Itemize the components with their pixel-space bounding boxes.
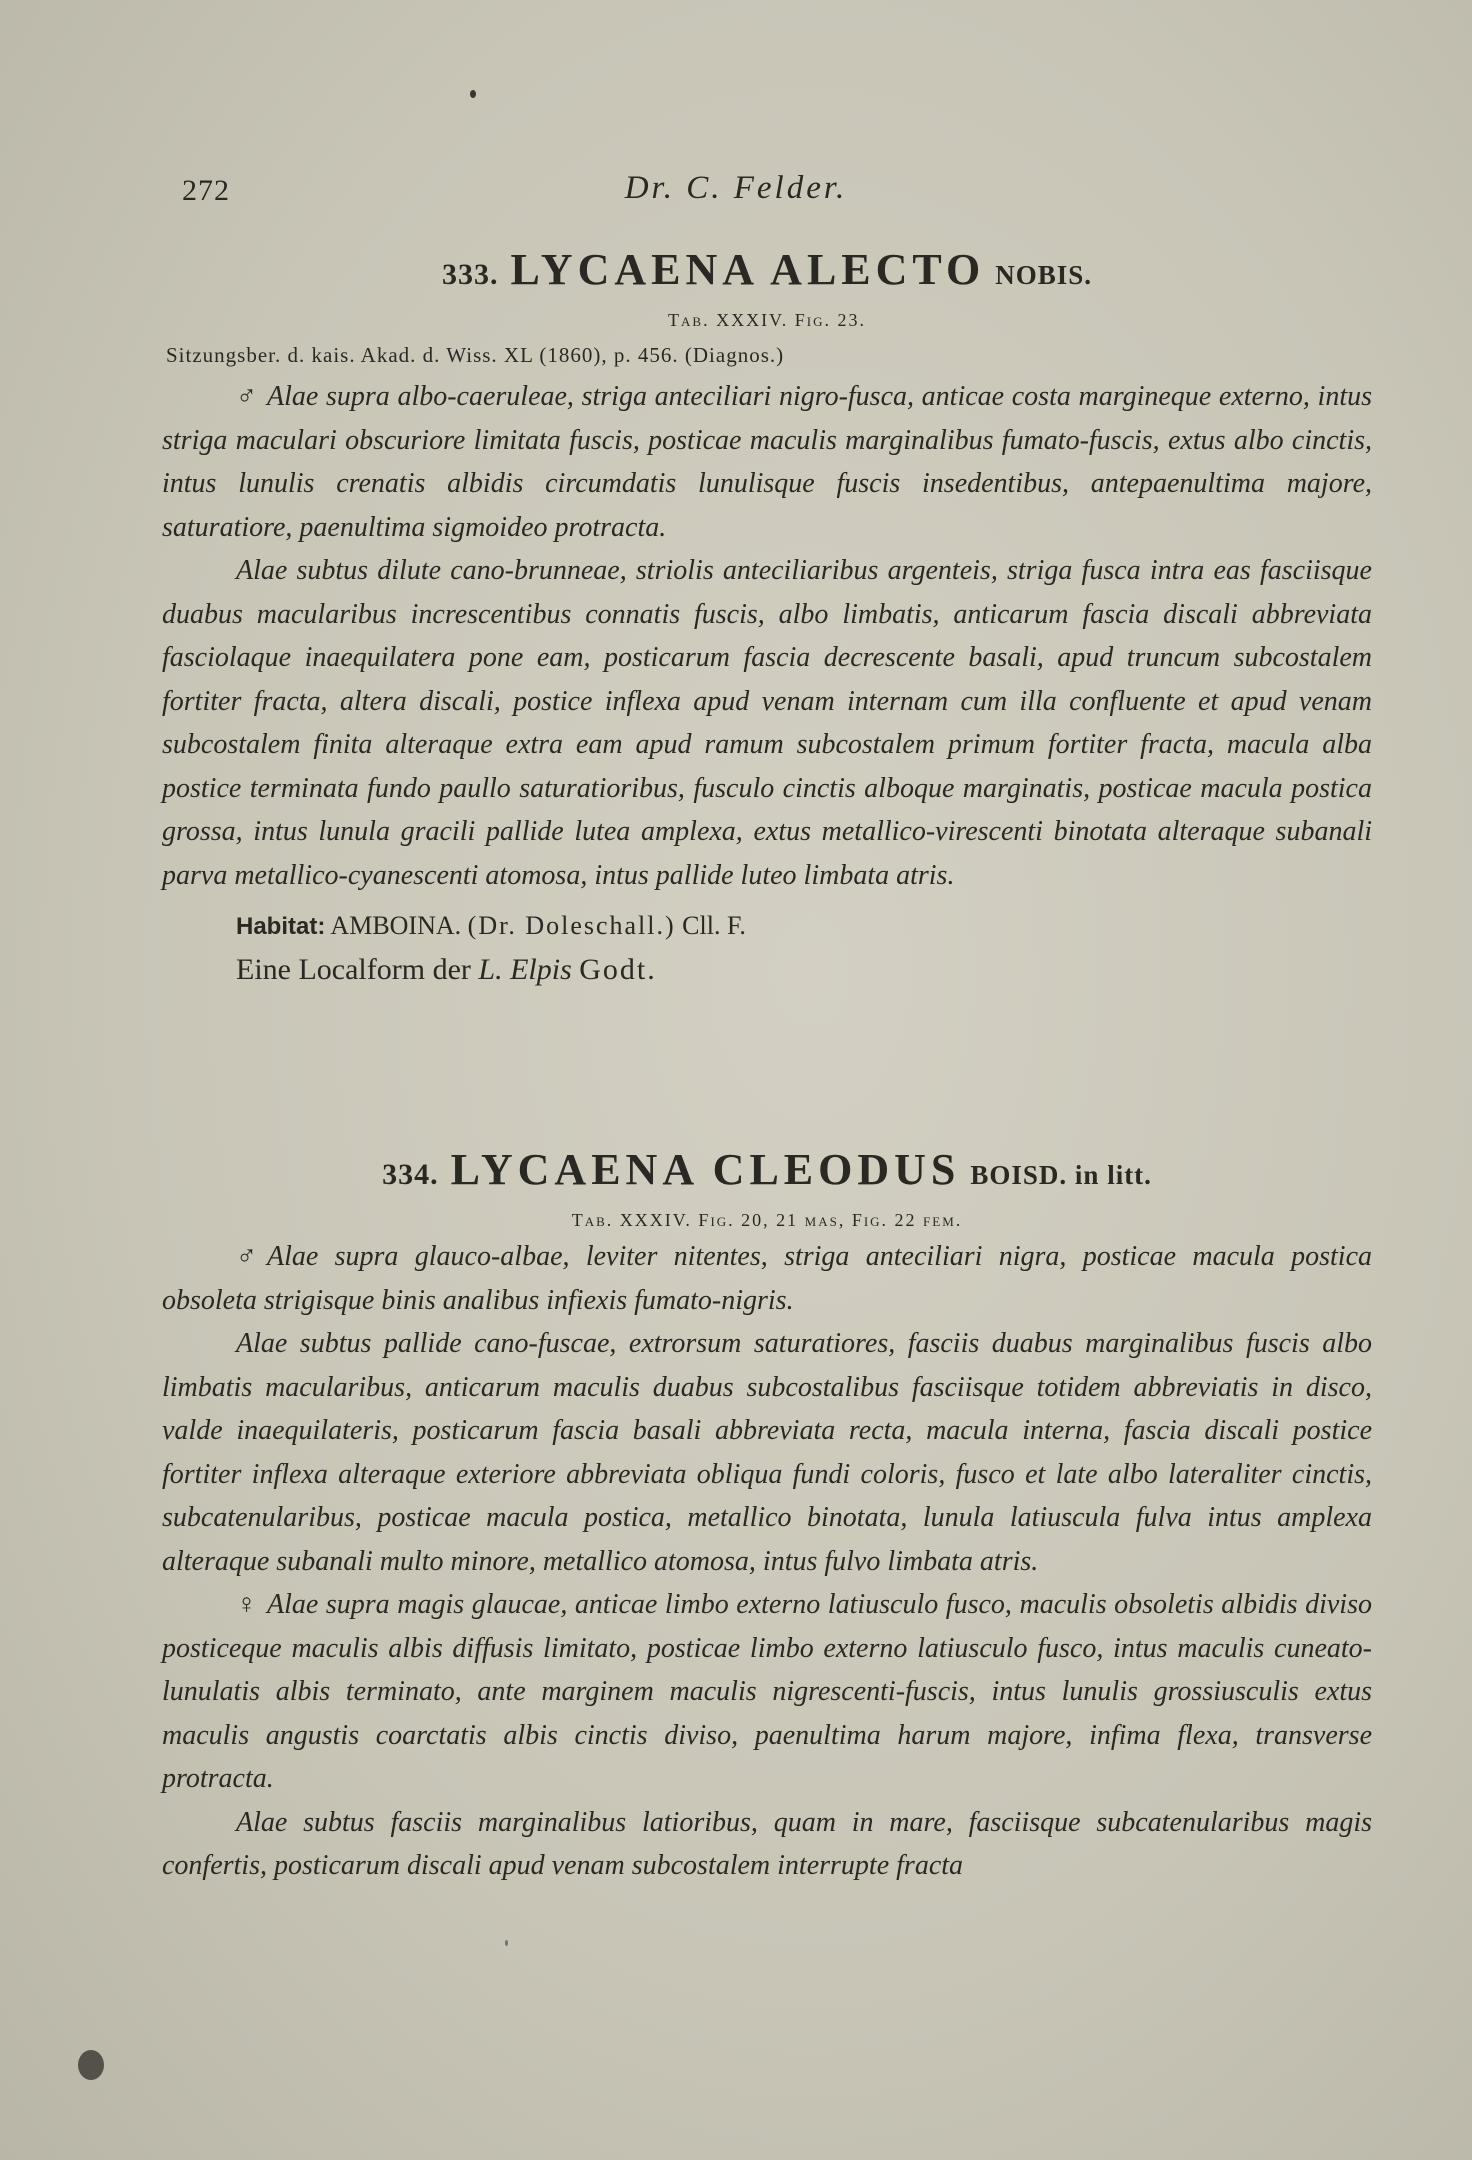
ink-speck <box>505 1940 508 1946</box>
running-head-author: Dr. C. Felder. <box>624 170 848 206</box>
species-title <box>162 240 1372 305</box>
description-female-underside: Alae subtus fasciis marginalibus latioribus, quam in mare, fasciisque subcatenularibus magis confertis, posticarum discali apud venam subcostalem interrupte fracta <box>162 1806 1372 1881</box>
description-female-upper <box>162 1583 1372 1801</box>
literature-reference: Sitzungsber. d. kais. Akad. d. Wiss. XL (1860), p. 456. (Diagnos.) <box>166 343 785 367</box>
male-symbol-icon: ♂ <box>236 1241 257 1272</box>
habitat-collector: (Dr. Doleschall.) <box>467 911 676 940</box>
species-authority: BOISD. in litt. <box>970 1160 1152 1190</box>
running-head <box>0 170 1472 218</box>
description-text: Alae supra magis glaucae, anticae limbo externo latiusculo fusco, maculis obsoletis albidis diviso posticeque maculis albis diffusis limitato, posticae limbo externo latiusculo fusco, intus maculis cuneato-lunulatis albis terminato, ante marginem maculis nigrescenti-fuscis, intus lunulis grossiusculis extus maculis angustis coarctatis albis cinctis diviso, paenultima harum majore, infima flexa, transverse protracta. <box>162 1589 1372 1794</box>
species-name: LYCAENA CLEODUS <box>450 1145 961 1194</box>
species-number: 334. <box>382 1158 439 1191</box>
habitat-collection: Cll. F. <box>682 911 746 940</box>
habitat-label: Habitat: <box>236 913 326 940</box>
page-number: 272 <box>182 174 230 207</box>
description-underside: Alae subtus dilute cano-brunneae, striolis anteciliaribus argenteis, striga fusca intra eas fasciisque duabus macularibus increscentibus connatis fuscis, albo limbatis, anticarum fascia discali abbreviata fasciolaque inaequilatera pone eam, posticarum fascia decrescente basali, apud truncum subcostalem fortiter fracta, altera discali, postice inflexa apud venam internam cum illa confluente et apud venam subcostalem finita alteraque extra eam apud ramum subcostalem primum fortiter fracta, macula alba postice terminata fundo paullo saturatioribus, fusculo cinctis alboque marginatis, posticae macula postica grossa, intus lunula gracili pallide lutea amplexa, extus metallico-virescenti binotata alteraque subanali parva metallico-cyanescenti atomosa, intus pallide luteo limbata atris. <box>162 555 1372 891</box>
description-male-upper <box>162 375 1372 549</box>
plate-reference: Tab. XXXIV. Fig. 23. <box>668 310 866 330</box>
description-male-upper <box>162 1235 1372 1322</box>
plate-reference: Tab. XXXIV. Fig. 20, 21 mas, Fig. 22 fem. <box>571 1210 963 1230</box>
remark-author: Godt. <box>579 953 657 986</box>
habitat-place: AMBOINA. <box>330 911 462 940</box>
remark-species: L. Elpis <box>478 953 572 986</box>
description-text: Alae supra glauco-albae, leviter nitentes, striga anteciliari nigra, posticae macula postica obsoleta strigisque binis analibus infiexis fumato-nigris. <box>162 1241 1372 1316</box>
species-entry-334 <box>162 1140 1372 1888</box>
species-entry-333 <box>162 240 1372 992</box>
female-symbol-icon: ♀ <box>236 1589 257 1620</box>
species-title <box>162 1140 1372 1205</box>
species-number: 333. <box>442 258 499 291</box>
remark-text: Eine Localform der <box>236 953 471 986</box>
habitat-line <box>236 905 1372 948</box>
ink-speck <box>78 2050 104 2080</box>
species-name: LYCAENA ALECTO <box>510 245 986 294</box>
male-symbol-icon: ♂ <box>236 381 257 412</box>
ink-speck <box>470 90 476 98</box>
species-authority: NOBIS. <box>995 260 1092 290</box>
description-text: Alae supra albo-caeruleae, striga anteciliari nigro-fusca, anticae costa margineque externo, intus striga maculari obscuriore limitata fuscis, posticae maculis marginalibus fumato-fuscis, extus albo cinctis, intus lunulis crenatis albidis circumdatis lunulisque fuscis insedentibus, antepaenultima majore, saturatiore, paenultima sigmoideo protracta. <box>162 381 1372 543</box>
description-male-underside: Alae subtus pallide cano-fuscae, extrorsum saturatiores, fasciis duabus marginalibus fuscis albo limbatis macularibus, anticarum maculis duabus subcostalibus fasciisque totidem abbreviatis in disco, valde inaequilateris, posticarum fascia basali abbreviata recta, macula interna, fascia discali postice fortiter inflexa alteraque exteriore abbreviata obliqua fundi coloris, fusco et late albo lateraliter cinctis, subcatenularibus, posticae macula postica, metallico binotata, lunula latiuscula fulva intus amplexa alteraque subanali multo minore, metallico atomosa, intus fulvo limbata atris. <box>162 1328 1372 1577</box>
remark-line <box>236 948 1372 992</box>
